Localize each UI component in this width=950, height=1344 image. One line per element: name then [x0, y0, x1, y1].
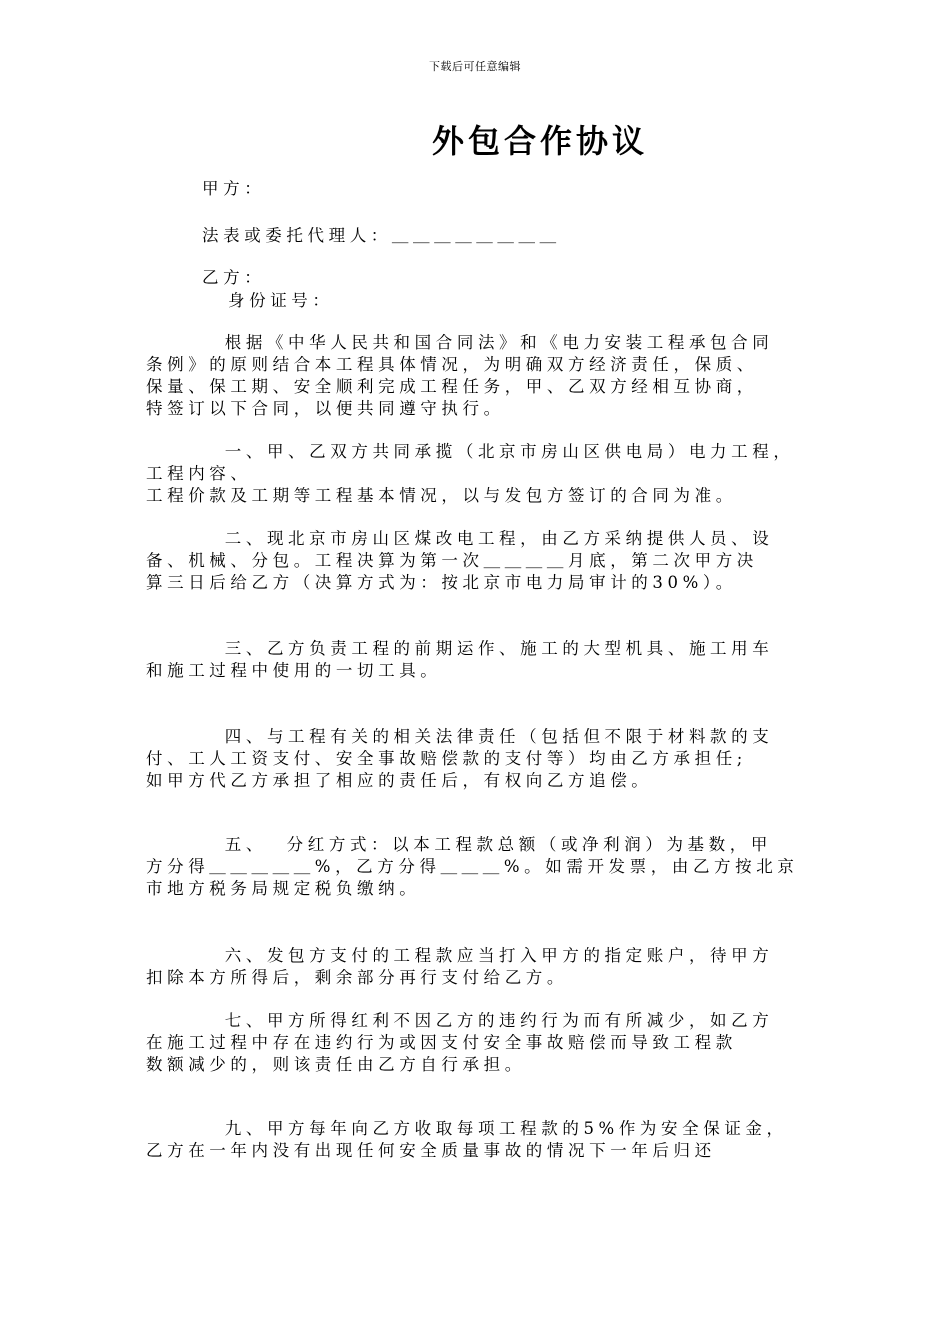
paragraph-line: 工程价款及工期等工程基本情况，以与发包方签订的合同为准。	[146, 486, 737, 505]
party-b-label: 乙方：	[202, 268, 266, 287]
clause-9	[146, 1118, 816, 1162]
clause-6	[146, 945, 816, 989]
paragraph-line: 五、 分红方式：以本工程款总额（或净利润）为基数，甲	[146, 835, 772, 854]
paragraph-line: 在施工过程中存在违约行为或因支付安全事故赔偿而导致工程款	[146, 1033, 737, 1052]
document-title: 外包合作协议	[431, 122, 648, 160]
paragraph-line: 如甲方代乙方承担了相应的责任后，有权向乙方追偿。	[146, 771, 653, 790]
paragraph-line: 七、甲方所得红利不因乙方的违约行为而有所减少，如乙方	[146, 1011, 774, 1030]
clause-4	[146, 726, 816, 792]
paragraph-line: 特签订以下合同，以便共同遵守执行。	[146, 399, 505, 418]
party-a-label: 甲方：	[202, 179, 266, 198]
paragraph-line: 和施工过程中使用的一切工具。	[146, 661, 442, 680]
paragraph-line: 九、甲方每年向乙方收取每项工程款的5%作为安全保证金，	[146, 1119, 788, 1138]
paragraph-line: 保量、保工期、安全顺利完成工程任务，甲、乙双方经相互协商，	[146, 377, 758, 396]
paragraph-line: 六、发包方支付的工程款应当打入甲方的指定账户，待甲方	[146, 946, 774, 965]
paragraph-line: 数额减少的，则该责任由乙方自行承担。	[146, 1055, 526, 1074]
paragraph-preamble	[146, 332, 816, 420]
clause-1	[146, 441, 816, 507]
paragraph-line: 四、与工程有关的相关法律责任（包括但不限于材料款的支	[146, 727, 774, 746]
clause-2	[146, 528, 816, 594]
paragraph-line: 乙方在一年内没有出现任何安全质量事故的情况下一年后归还	[146, 1141, 716, 1160]
id-number-label: 身份证号：	[228, 291, 334, 310]
representative-line: 法表或委托代理人：＿＿＿＿＿＿＿＿	[202, 226, 561, 245]
header-note: 下载后可任意编辑	[429, 60, 521, 73]
paragraph-line: 备、机械、分包。工程决算为第一次＿＿＿＿月底，第二次甲方决	[146, 551, 758, 570]
paragraph-line: 三、乙方负责工程的前期运作、施工的大型机具、施工用车	[146, 639, 774, 658]
paragraph-line: 工程内容、	[146, 464, 252, 483]
paragraph-line: 付、工人工资支付、安全事故赔偿款的支付等）均由乙方承担任;	[146, 749, 747, 768]
paragraph-line: 市地方税务局规定税负缴纳。	[146, 879, 421, 898]
paragraph-line: 一、甲、乙双方共同承揽（北京市房山区供电局）电力工程，	[146, 442, 795, 461]
clause-3	[146, 638, 816, 682]
clause-5	[146, 834, 816, 900]
paragraph-line: 条例》的原则结合本工程具体情况，为明确双方经济责任，保质、	[146, 355, 758, 374]
paragraph-line: 算三日后给乙方（决算方式为：按北京市电力局审计的30%）。	[146, 573, 737, 592]
paragraph-line: 二、现北京市房山区煤改电工程，由乙方采纳提供人员、设	[146, 529, 774, 548]
paragraph-line: 扣除本方所得后，剩余部分再行支付给乙方。	[146, 968, 568, 987]
clause-7	[146, 1010, 816, 1076]
paragraph-line: 根据《中华人民共和国合同法》和《电力安装工程承包合同	[146, 333, 774, 352]
paragraph-line: 方分得＿＿＿＿＿%，乙方分得＿＿＿%。如需开发票，由乙方按北京	[146, 857, 799, 876]
